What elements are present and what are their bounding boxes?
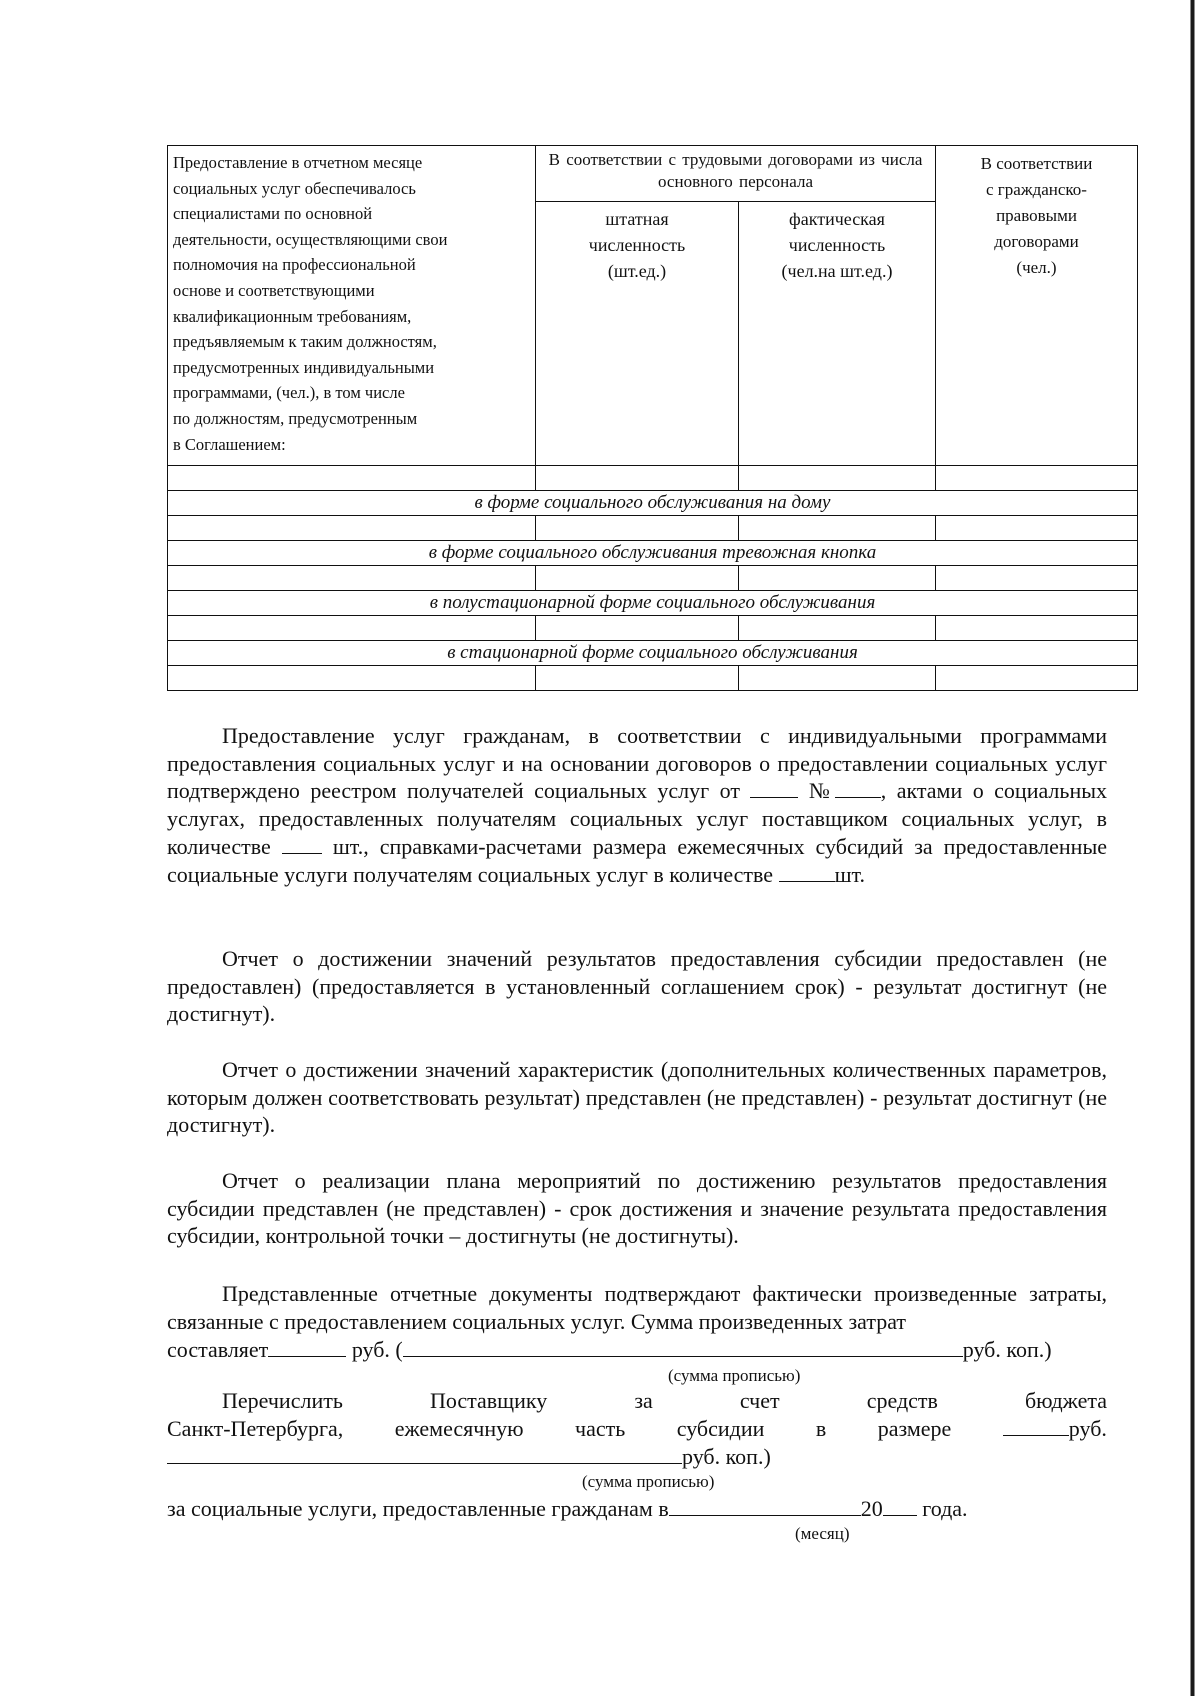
month-blank[interactable] (669, 1495, 861, 1516)
section-home-care: в форме социального обслуживания на дому (168, 491, 1138, 516)
characteristics-report-paragraph: Отчет о достижении значений характеристик (дополнительных количественных параметров, которым должен соответствовать результат) представлен (не представлен) - результат достигнут (не достигнут). (167, 1057, 1107, 1138)
staff-line: (шт.ед.) (607, 261, 667, 281)
staffing-lead-cell (168, 146, 536, 466)
costs-amount-line: составляет руб. ( руб. коп.) (167, 1337, 1052, 1362)
sum-in-words-caption-2: (сумма прописью) (582, 1472, 715, 1491)
staff-line: штатная (605, 209, 669, 229)
lead-line: деятельности, осуществляющими свои (173, 229, 448, 249)
table-row (168, 516, 1138, 541)
table-row (168, 666, 1138, 691)
registry-date-blank[interactable] (750, 777, 798, 798)
table-row (168, 466, 1138, 491)
section-alarm-button: в форме социального обслуживания тревожная кнопка (168, 541, 1138, 566)
lead-line: по должностям, предусмотренным (173, 408, 418, 428)
results-report-paragraph: Отчет о достижении значений результатов предоставления субсидии предоставлен (не предоставлен) (предоставляется в установленный соглашением срок) - результат достигнут (не достигнут). (167, 946, 1107, 1027)
civil-line: (чел.) (1016, 258, 1057, 277)
lead-line: программами, (чел.), в том числе (173, 383, 405, 403)
transfer-line: Перечислить Поставщику за счет средств бюджета (222, 1388, 1107, 1413)
documents-confirm-paragraph: Представленные отчетные документы подтверждают фактически произведенные затраты, связанные с предоставлением социальных услуг. Сумма произведенных затрат (167, 1281, 1107, 1334)
section-stationary: в стационарной форме социального обслуживания (168, 641, 1138, 666)
subsidy-words-line: руб. коп.) (167, 1443, 771, 1471)
actual-number-header (739, 202, 936, 466)
final-month-line: за социальные услуги, предоставленные гражданам в 20 года. (167, 1496, 968, 1521)
costs-amount-words-blank[interactable] (403, 1336, 963, 1357)
table-row (168, 616, 1138, 641)
registry-number-blank[interactable] (835, 777, 881, 798)
lead-line: основе и соответствующими (173, 280, 375, 300)
civil-line: с гражданско- (986, 180, 1087, 199)
civil-line: договорами (994, 232, 1079, 251)
costs-amount-blank[interactable] (268, 1336, 346, 1357)
subsidy-words-blank[interactable] (167, 1443, 682, 1464)
staff-line: численность (588, 235, 686, 255)
year-blank[interactable] (883, 1495, 917, 1516)
lead-line: социальных услуг обеспечивалось (173, 178, 416, 198)
plan-report-paragraph: Отчет о реализации плана мероприятий по достижению результатов предоставления субсидии представлен (не представлен) - срок достижения и значение результата предоставления субсидии, контрольной точки – достигнуты (не достигнуты). (167, 1168, 1107, 1249)
table-row (168, 566, 1138, 591)
services-confirmation-paragraph: Предоставление услуг гражданам, в соответствии с индивидуальными программами предоставления социальных услуг и на основании договоров о предоставлении социальных услуг подтверждено реестром получателей социальных услуг от № , актами о социальных услугах, предоставленных получателям социальных услуг поставщиком социальных услуг, в количестве шт., справками-расчетами размера ежемесячных субсидий за предоставленные социальные услуги получателям социальных услуг в количестве шт. (167, 723, 1107, 887)
lead-line: квалификационным требованиям, (173, 306, 412, 326)
lead-line: специалистами по основной (173, 204, 373, 224)
lead-line: предусмотренных индивидуальными (173, 357, 435, 377)
lead-line: полномочия на профессиональной (173, 255, 416, 275)
civil-line: В соответствии (980, 154, 1093, 173)
subsidy-amount-blank[interactable] (1003, 1415, 1069, 1436)
civil-line: правовыми (996, 206, 1077, 225)
civil-contracts-header (936, 146, 1138, 466)
scan-edge (1184, 0, 1200, 1696)
acts-count-blank[interactable] (282, 833, 322, 854)
lead-line: Предоставление в отчетном месяце (173, 153, 423, 172)
staff-number-header (536, 202, 739, 466)
month-caption: (месяц) (795, 1524, 850, 1543)
subsidy-amount-line: Санкт-Петербурга, ежемесячную часть субсидии в размере руб. (167, 1416, 1107, 1441)
lead-line: предъявляемым к таким должностям, (173, 332, 437, 352)
staffing-table (167, 145, 1138, 691)
section-semi-stationary: в полустационарной форме социального обслуживания (168, 591, 1138, 616)
sum-in-words-caption: (сумма прописью) (668, 1366, 801, 1385)
actual-line: (чел.на шт.ед.) (781, 261, 893, 281)
lead-line: в Соглашением: (173, 434, 286, 454)
calc-count-blank[interactable] (779, 861, 835, 882)
actual-line: фактическая (789, 209, 885, 229)
actual-line: численность (788, 235, 886, 255)
labor-contracts-header: В соответствии с трудовыми договорами из числа основного персонала (536, 146, 936, 202)
